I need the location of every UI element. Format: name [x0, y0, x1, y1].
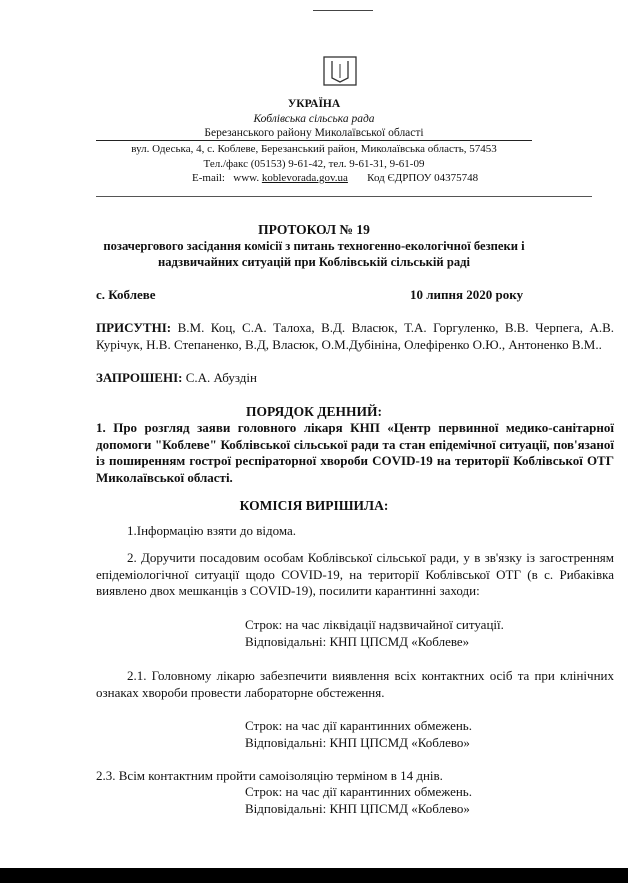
protocol-place: с. Коблеве: [96, 287, 156, 302]
website-link[interactable]: koblevorada.gov.ua: [261, 172, 348, 184]
protocol-date: 10 липня 2020 року: [410, 287, 524, 302]
decision-p23-responsible: Відповідальні: КНП ЦПСМД «Коблево»: [245, 801, 470, 816]
decision-p2-responsible: Відповідальні: КНП ЦПСМД «Коблеве»: [245, 634, 470, 649]
protocol-title: ПРОТОКОЛ № 19: [258, 222, 370, 237]
header-country: УКРАЇНА: [287, 98, 341, 110]
decision-p2: 2. Доручити посадовим особам Коблівської сільської ради, у в зв'язку із загостренням епідеміологічної ситуації щодо COVID-19, на території Коблівської ОТГ (в с. Рибаківка виявлено двох мешканців з COVID-19), посилити карантинні заходи:: [96, 550, 614, 599]
header-separator-2: [96, 196, 592, 197]
decision-p21-term: Строк: на час дії карантинних обмежень.: [245, 718, 472, 733]
decision-p23-term: Строк: на час дії карантинних обмежень.: [245, 784, 472, 799]
coat-of-arms-icon: [323, 56, 357, 86]
email-label: E-mail:: [192, 172, 225, 184]
agenda-heading: ПОРЯДОК ДЕННИЙ:: [245, 404, 383, 419]
top-rule: [313, 10, 373, 11]
agenda-item-1: 1. Про розгляд заяви головного лікаря КНП «Центр первинної медико-санітарної допомоги "Коблеве" Коблівської сільської ради та стан епідемічної ситуації, пов'язаної із поширенням гострої респіраторної хвороби COVID-19 на території Коблівської ОТГ Миколаївської області.: [96, 420, 614, 485]
protocol-subtitle-1: позачергового засідання комісії з питань техногенно-екологічної безпеки і: [103, 239, 525, 253]
header-separator-1: [96, 140, 532, 141]
decision-heading: КОМІСІЯ ВИРІШИЛА:: [239, 498, 389, 513]
present-paragraph: [96, 320, 614, 353]
website-prefix: www.: [233, 172, 260, 184]
header-council: Коблівська сільська рада: [253, 113, 375, 125]
invited-list: С.А. Абуздін: [185, 370, 257, 385]
decision-p1: 1.Інформацію взяти до відома.: [127, 523, 296, 538]
decision-p21-responsible: Відповідальні: КНП ЦПСМД «Коблево»: [245, 735, 470, 750]
decision-p21: 2.1. Головному лікарю забезпечити виявлення всіх контактних осіб та при клінічних ознаках хвороби провести лабораторне обстеження.: [96, 668, 614, 700]
header-district: Березанського району Миколаївської області: [204, 127, 424, 139]
present-list: В.М. Коц, С.А. Талоха, В.Д. Власюк, Т.А. Горгуленко, В.В. Черпега, А.В. Курічук, Н.В. Степаненко, В.Д, Власюк, О.М.Дубініна, Олефіренко О.Ю., Антоненко В.М..: [96, 320, 615, 352]
protocol-subtitle-2: надзвичайних ситуацій при Коблівській сільській раді: [157, 255, 471, 269]
decision-p2-term: Строк: на час ліквідації надзвичайної ситуації.: [245, 617, 504, 632]
header-address: вул. Одеська, 4, с. Коблеве, Березанський район, Миколаївська область, 57453: [131, 143, 497, 155]
header-phones: Тел./факс (05153) 9-61-42, тел. 9-61-31, 9-61-09: [203, 158, 425, 170]
invited-line: [96, 370, 257, 387]
present-label: ПРИСУТНІ:: [96, 320, 172, 335]
edrpou-code: Код ЄДРПОУ 04375748: [367, 172, 479, 184]
header-contacts: [192, 171, 478, 185]
decision-p23: 2.3. Всім контактним пройти самоізоляцію терміном в 14 днів.: [96, 768, 443, 783]
invited-label: ЗАПРОШЕНІ:: [96, 370, 183, 385]
